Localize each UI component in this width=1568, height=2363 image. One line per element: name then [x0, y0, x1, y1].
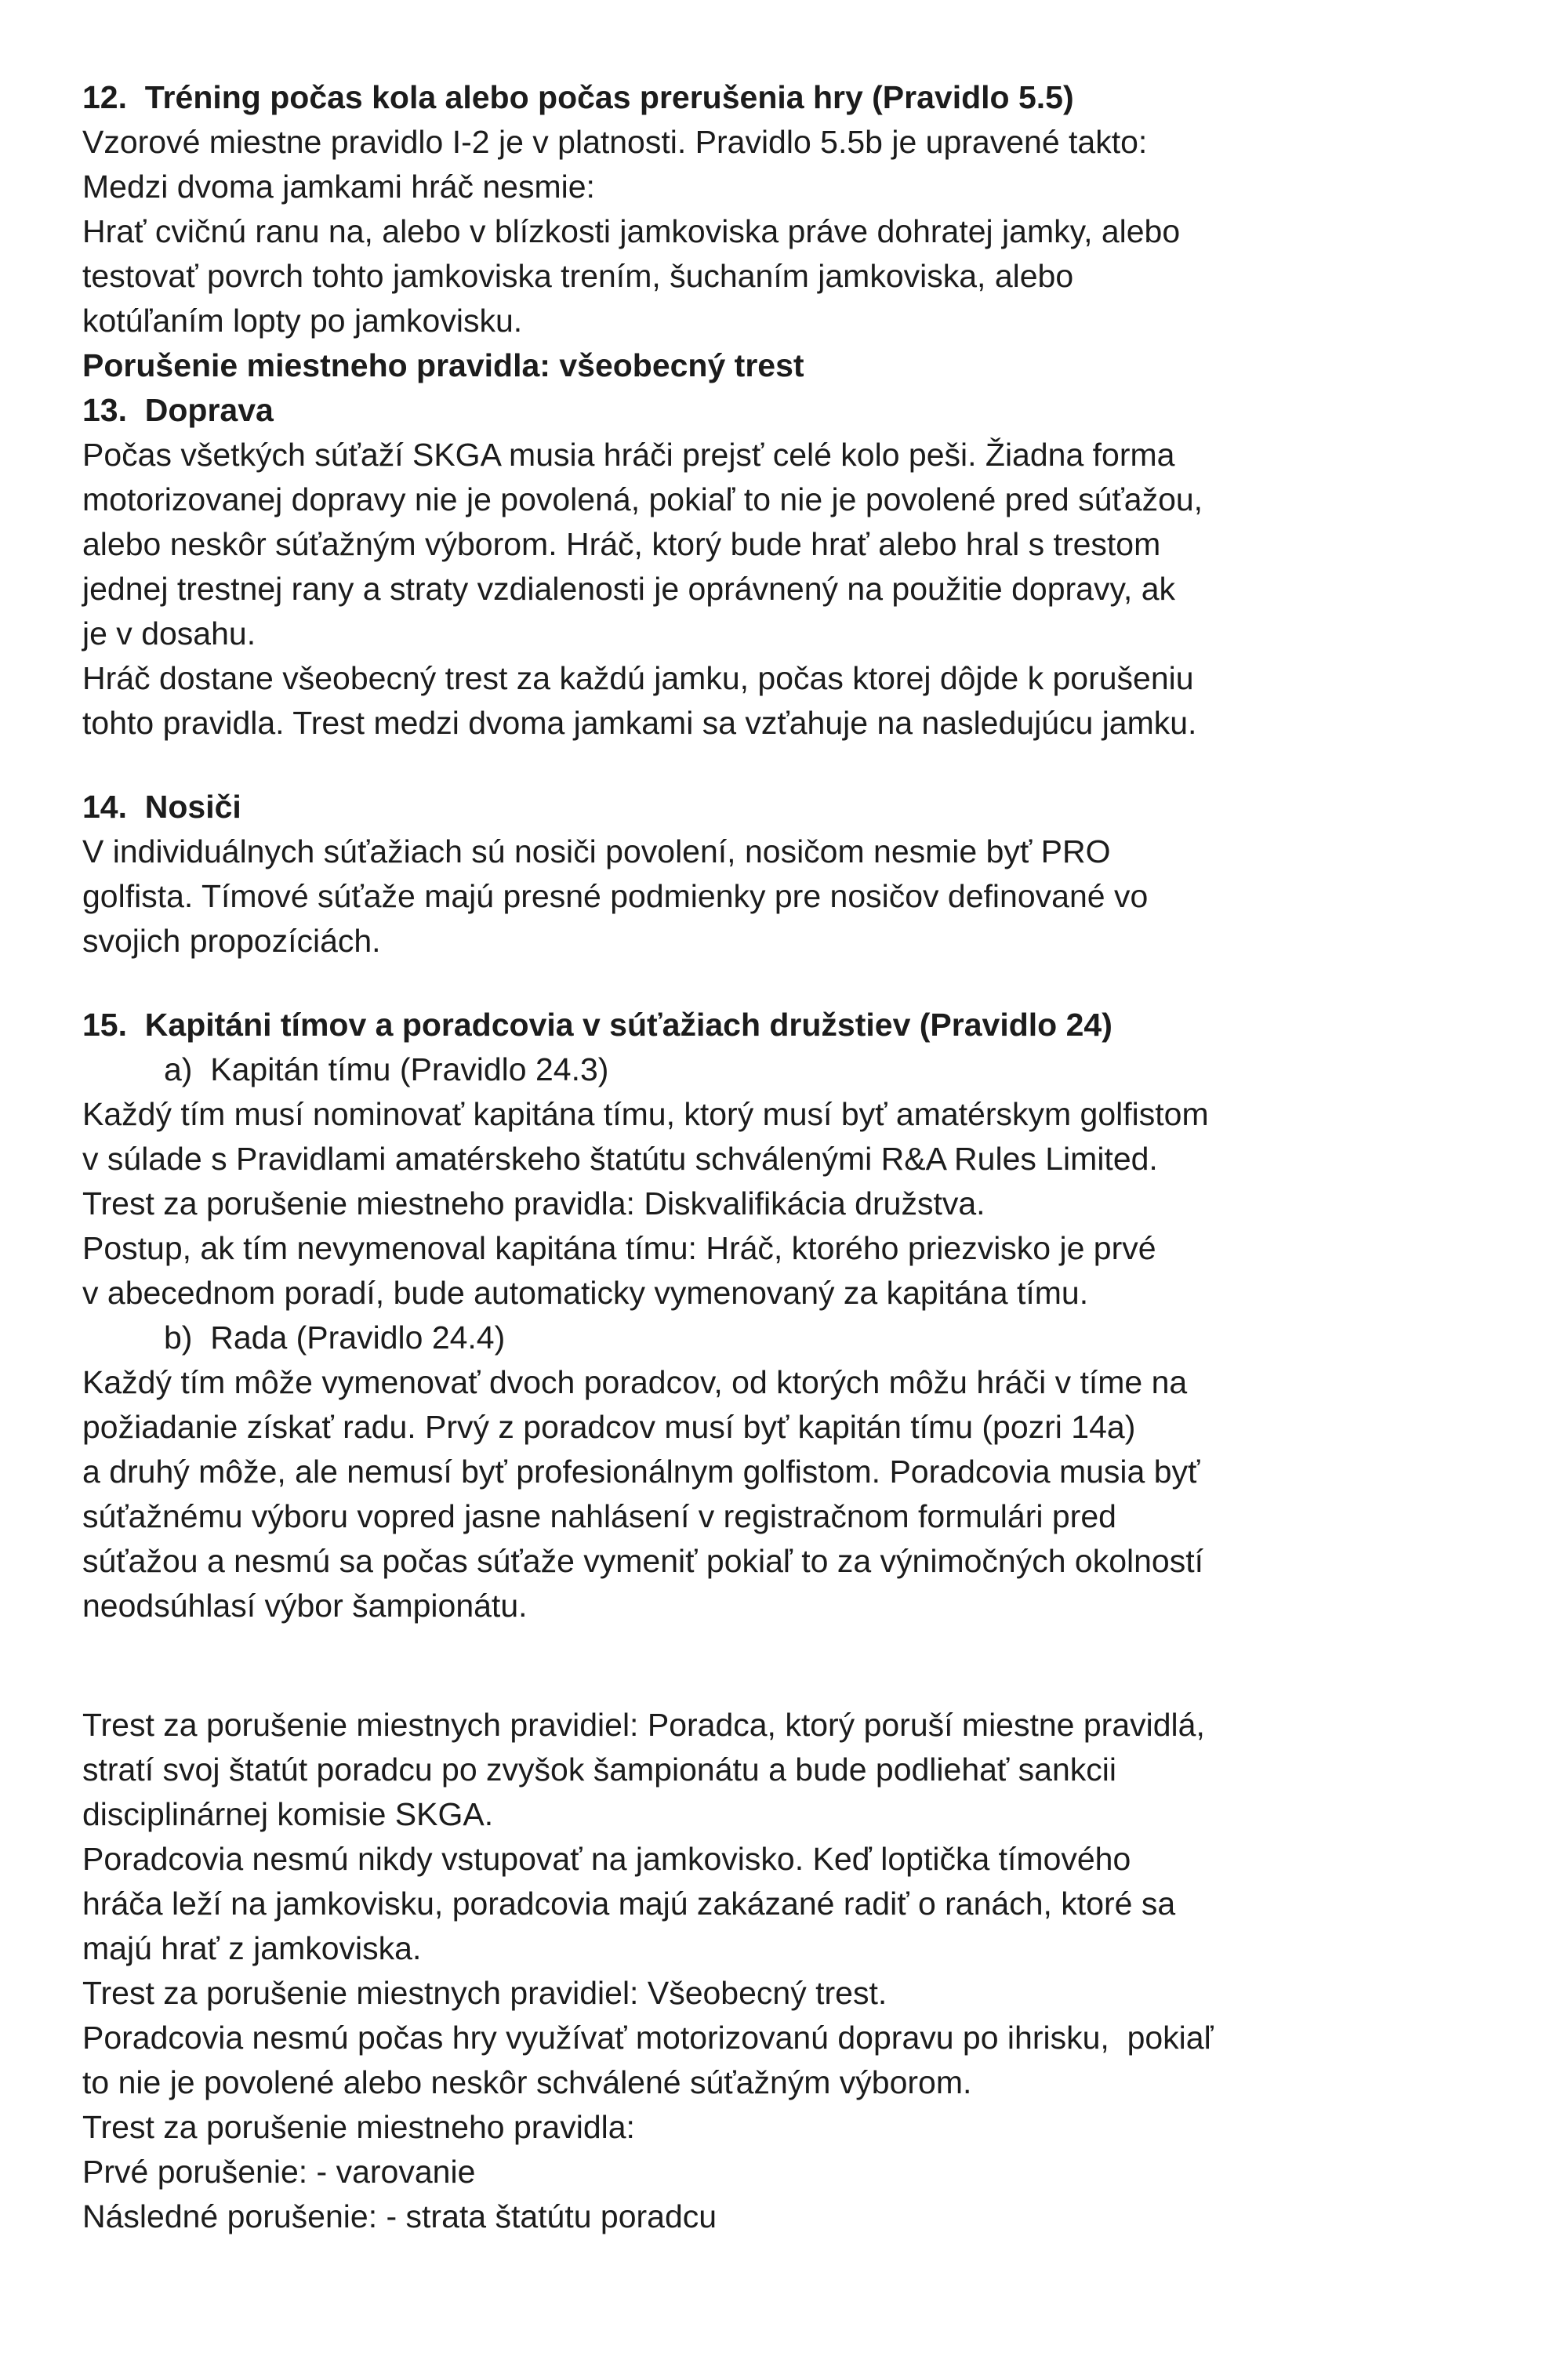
- text-line: Vzorové miestne pravidlo I-2 je v platnosti. Pravidlo 5.5b je upravené takto:: [82, 124, 1148, 160]
- text-line: V individuálnych súťažiach sú nosiči povolení, nosičom nesmie byť PRO: [82, 833, 1111, 869]
- heading-line: Porušenie miestneho pravidla: všeobecný trest: [82, 347, 804, 383]
- text-line: a) Kapitán tímu (Pravidlo 24.3): [164, 1051, 609, 1087]
- text-line: Každý tím musí nominovať kapitána tímu, ktorý musí byť amatérskym golfistom: [82, 1096, 1209, 1132]
- text-line: neodsúhlasí výbor šampionátu.: [82, 1588, 528, 1624]
- text-line: a druhý môže, ale nemusí byť profesionálnym golfistom. Poradcovia musia byť: [82, 1454, 1200, 1490]
- text-line: požiadanie získať radu. Prvý z poradcov musí byť kapitán tímu (pozri 14a): [82, 1409, 1136, 1445]
- text-line: Každý tím môže vymenovať dvoch poradcov, od ktorých môžu hráči v tíme na: [82, 1364, 1188, 1400]
- text-line: alebo neskôr súťažným výborom. Hráč, ktorý bude hrať alebo hral s trestom: [82, 526, 1161, 562]
- text-line: Počas všetkých súťaží SKGA musia hráči prejsť celé kolo peši. Žiadna forma: [82, 437, 1175, 473]
- text-line: Hrať cvičnú ranu na, alebo v blízkosti jamkoviska práve dohratej jamky, alebo: [82, 213, 1181, 249]
- text-line: motorizovanej dopravy nie je povolená, pokiaľ to nie je povolené pred súťažou,: [82, 481, 1203, 517]
- text-line: jednej trestnej rany a straty vzdialenosti je oprávnený na použitie dopravy, ak: [82, 571, 1176, 607]
- text-line: tohto pravidla. Trest medzi dvoma jamkami sa vzťahuje na nasledujúcu jamku.: [82, 705, 1197, 741]
- text-line: disciplinárnej komisie SKGA.: [82, 1796, 494, 1832]
- text-line: Hráč dostane všeobecný trest za každú jamku, počas ktorej dôjde k porušeniu: [82, 660, 1194, 696]
- text-line: Poradcovia nesmú počas hry využívať motorizovanú dopravu po ihrisku, pokiaľ: [82, 2020, 1214, 2056]
- text-line: v súlade s Pravidlami amatérskeho štatútu schválenými R&A Rules Limited.: [82, 1141, 1158, 1177]
- text-line: testovať povrch tohto jamkoviska trením, šuchaním jamkoviska, alebo: [82, 258, 1074, 294]
- heading-line: 12. Tréning počas kola alebo počas prerušenia hry (Pravidlo 5.5): [82, 79, 1074, 115]
- text-line: Trest za porušenie miestnych pravidiel: Poradca, ktorý poruší miestne pravidlá,: [82, 1707, 1205, 1743]
- heading-line: 13. Doprava: [82, 392, 274, 428]
- text-line: Prvé porušenie: - varovanie: [82, 2154, 476, 2190]
- paragraph-spacer: [82, 746, 1462, 785]
- text-line: Postup, ak tím nevymenoval kapitána tímu: Hráč, ktorého priezvisko je prvé: [82, 1230, 1156, 1266]
- text-line: to nie je povolené alebo neskôr schválené súťažným výborom.: [82, 2064, 972, 2100]
- text-line: Medzi dvoma jamkami hráč nesmie:: [82, 169, 595, 205]
- text-line: Trest za porušenie miestneho pravidla: Diskvalifikácia družstva.: [82, 1185, 985, 1221]
- text-line: b) Rada (Pravidlo 24.4): [164, 1319, 506, 1356]
- text-line: svojich propozíciách.: [82, 923, 381, 959]
- paragraph-spacer: [82, 964, 1462, 1003]
- paragraph-spacer: [82, 1628, 1462, 1703]
- text-line: Následné porušenie: - strata štatútu poradcu: [82, 2198, 717, 2234]
- text-line: Trest za porušenie miestnych pravidiel: Všeobecný trest.: [82, 1975, 887, 2011]
- text-line: súťažou a nesmú sa počas súťaže vymeniť pokiaľ to za výnimočných okolností: [82, 1543, 1204, 1579]
- heading-line: 14. Nosiči: [82, 789, 241, 825]
- text-line: Poradcovia nesmú nikdy vstupovať na jamkovisko. Keď loptička tímového: [82, 1841, 1131, 1877]
- text-line: Trest za porušenie miestneho pravidla:: [82, 2109, 635, 2145]
- text-line: je v dosahu.: [82, 615, 256, 652]
- text-line: majú hrať z jamkoviska.: [82, 1930, 422, 1966]
- text-line: stratí svoj štatút poradcu po zvyšok šampionátu a bude podliehať sankcii: [82, 1751, 1117, 1788]
- text-line: golfista. Tímové súťaže majú presné podmienky pre nosičov definované vo: [82, 878, 1149, 914]
- text-line: súťažnému výboru vopred jasne nahlásení v registračnom formulári pred: [82, 1498, 1116, 1534]
- heading-line: 15. Kapitáni tímov a poradcovia v súťažiach družstiev (Pravidlo 24): [82, 1007, 1112, 1043]
- text-line: kotúľaním lopty po jamkovisku.: [82, 303, 523, 339]
- document-body: [82, 75, 1462, 2239]
- text-line: hráča leží na jamkovisku, poradcovia majú zakázané radiť o ranách, ktoré sa: [82, 1886, 1176, 1922]
- text-line: v abecednom poradí, bude automaticky vymenovaný za kapitána tímu.: [82, 1275, 1089, 1311]
